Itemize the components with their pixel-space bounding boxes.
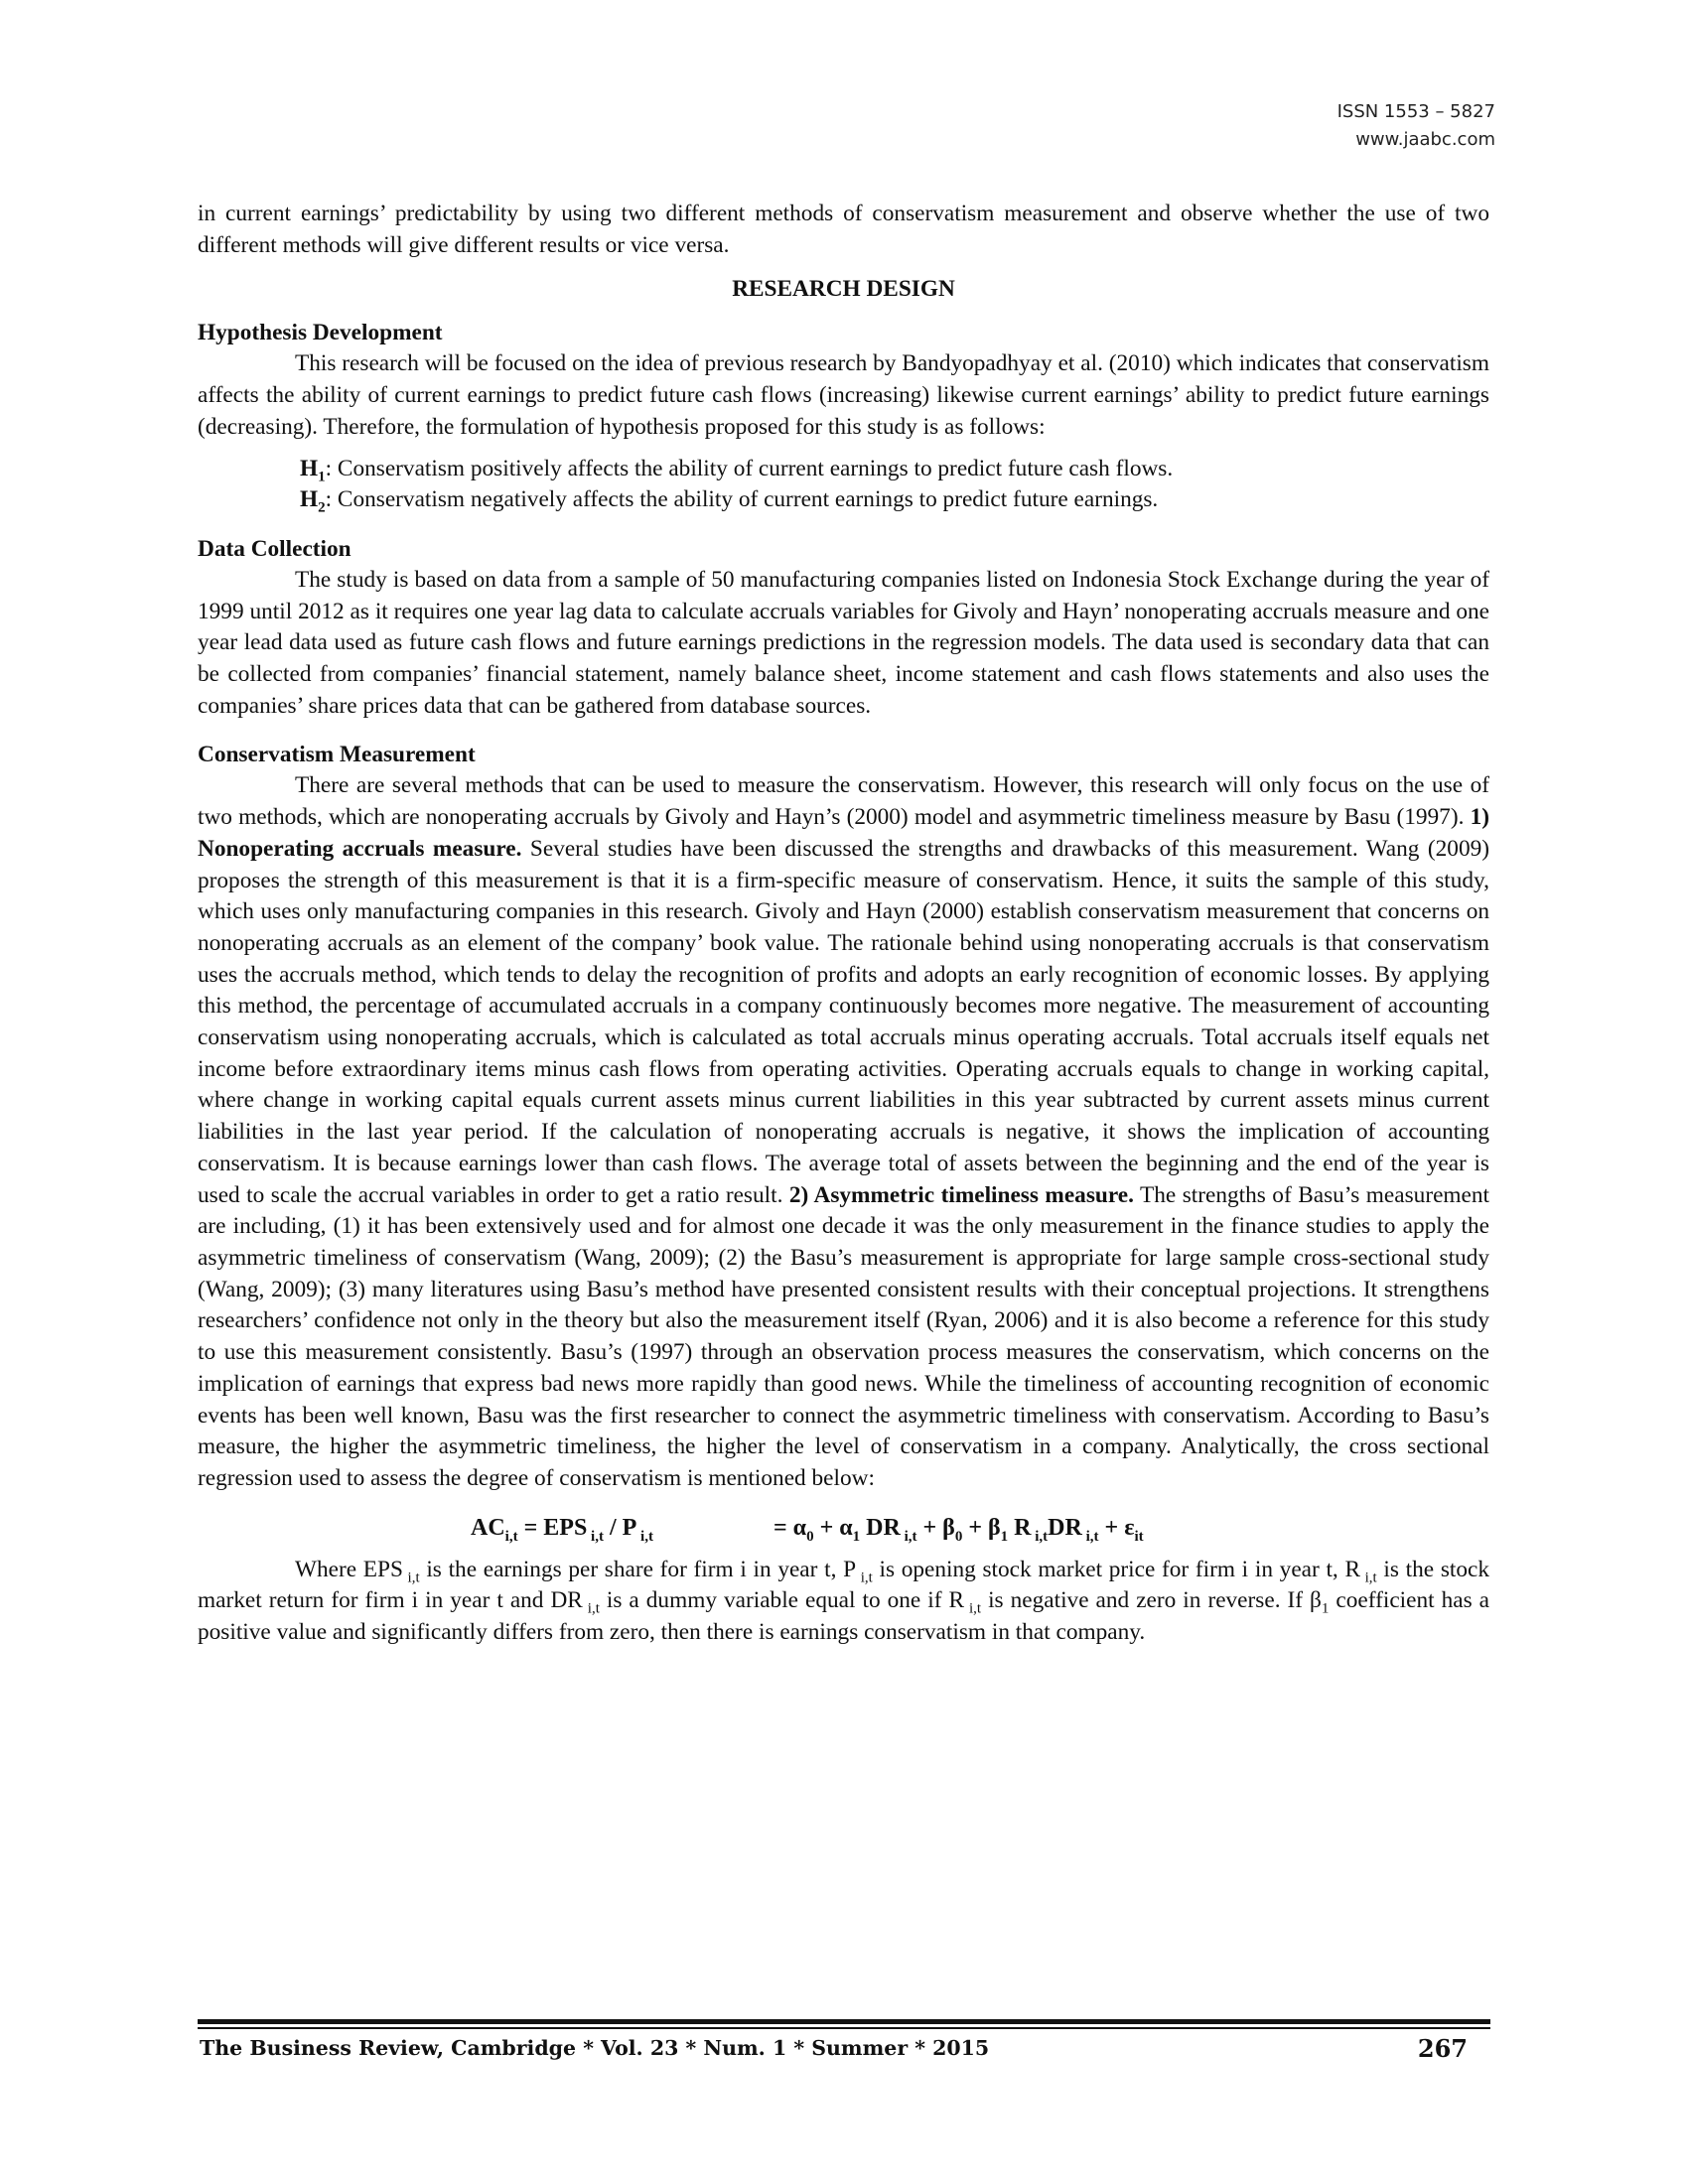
conservatism-text-3: The strengths of Basu’s measurement are including, (1) it has been extensively used and for almost one decade it was the only measurement in the finance studies to apply the asymmetric timeliness of conservatism (Wang, 2009); (2) the Basu’s measurement is appropriate for large sample cross-sectional study (Wang, 2009); (3) many literatures using Basu’s method have presented consistent results with their conceptual projections. It strengthens researchers’ confidence not only in the theory but also the measurement itself (Ryan, 2006) and it is also become a reference for this study to use this measurement consistently. Basu’s (1997) through an observation process measures the conservatism, which concerns on the implication of earnings that express bad news more rapidly than good news. While the timeliness of accounting recognition of economic events has been well known, Basu was the first researcher to connect the asymmetric timeliness with conservatism. According to Basu’s measure, the higher the asymmetric timeliness, the higher the level of conservatism in a company. Analytically, the cross sectional regression used to assess the degree of conservatism is mentioned below: [198, 1181, 1489, 1491]
equation-rhs: = $\alpha_0 + \alpha_1$ DR $_{i,t} + \beta_0 + \beta_1$ R $_{i,t}$DR $_{i,t} + \varepsilon_{it}$ [774, 1514, 1144, 1545]
h2-label: H [300, 486, 319, 513]
h1-subscript: 1 [318, 469, 326, 485]
conservatism-paragraph [198, 770, 1489, 1494]
basu-equation [198, 1511, 1489, 1545]
equation-definitions-paragraph: Where EPS $_{i,t}$ is the earnings per share for firm i in year t, P $_{i,t}$ is opening stock market price for firm i in year t, R $_{i,t}$ is the stock market return for firm i in year t and DR $_{i,t}$ is a dummy variable equal to one if R $_{i,t}$ is negative and zero in reverse. If $\beta_1$ coefficient has a positive value and significantly differs from zero, then there is earnings conservatism in that company. [198, 1556, 1490, 1646]
journal-website: www.jaabc.com [1355, 129, 1495, 150]
journal-issn-header [1337, 98, 1495, 154]
page-number: 267 [1417, 2034, 1468, 2063]
journal-citation-footer: The Business Review, Cambridge * Vol. 23 * Num. 1 * Summer * 2015 [200, 2036, 990, 2060]
hypothesis-list [198, 454, 1489, 516]
conservatism-text-2: Several studies have been discussed the strengths and drawbacks of this measurement. Wang (2009) proposes the strength of this measurement is that it is a firm-specific measure of conservatism. Hence, it suits the sample of this study, which uses only manufacturing companies in this research. Givoly and Hayn (2000) establish conservatism measurement that concerns on nonoperating accruals as an element of the company’ book value. The rationale behind using nonoperating accruals is that conservatism uses the accruals method, which tends to delay the recognition of profits and adopts an early recognition of economic losses. By applying this method, the percentage of accumulated accruals in a company continuously becomes more negative. The measurement of accounting conservatism using nonoperating accruals, which is calculated as total accruals minus operating accruals. Total accruals itself equals net income before extraordinary items minus cash flows from operating activities. Operating accruals equals to change in working capital, where change in working capital equals current assets minus current liabilities in this year subtracted by current assets minus current liabilities in the last year period. If the calculation of nonoperating accruals is negative, it shows the implication of accounting conservatism. It is because earnings lower than cash flows. The average total of assets between the beginning and the end of the year is used to scale the accrual variables in order to get a ratio result. [198, 835, 1490, 1208]
hypothesis-heading: Hypothesis Development [198, 320, 443, 346]
h1-label: H [300, 455, 319, 481]
footer-rule-thin [198, 2027, 1490, 2029]
conservatism-heading: Conservatism Measurement [198, 742, 476, 768]
h2-text: : Conservatism negatively affects the ability of current earnings to predict future earnings. [325, 486, 1159, 513]
nonoperating-accruals-label: 1) Nonoperating accruals measure. [198, 804, 1489, 862]
section-title: RESEARCH DESIGN [732, 276, 955, 303]
intro-paragraph: in current earnings’ predictability by using two different methods of conservatism measurement and observe whether the use of two different methods will give different results or vice versa. [198, 201, 1489, 258]
conservatism-text-1: There are several methods that can be used to measure the conservatism. However, this research will only focus on the use of two methods, which are nonoperating accruals by Givoly and Hayn’s (2000) model and asymmetric timeliness measure by Basu (1997). [198, 772, 1489, 831]
h1-text: : Conservatism positively affects the ability of current earnings to predict future cash flows. [325, 455, 1174, 481]
h2-subscript: 2 [318, 499, 326, 516]
data-collection-heading: Data Collection [198, 535, 352, 562]
hypothesis-paragraph: This research will be focused on the idea of previous research by Bandyopadhyay et al. (2010) which indicates that conservatism affects the ability of current earnings to predict future cash flows (increasing) likewise current earnings’ ability to predict future earnings (decreasing). Therefore, the formulation of hypothesis proposed for this study is as follows: [198, 350, 1489, 440]
data-collection-paragraph: The study is based on data from a sample of 50 manufacturing companies listed on Indonesia Stock Exchange during the year of 1999 until 2012 as it requires one year lag data to calculate accruals variables for Givoly and Hayn’ nonoperating accruals measure and one year lead data used as future cash flows and future earnings predictions in the regression models. The data used is secondary data that can be collected from companies’ financial statement, namely balance sheet, income statement and cash flows statements and also uses the companies’ share prices data that can be gathered from database sources. [198, 566, 1489, 719]
issn-number: ISSN 1553 – 5827 [1336, 101, 1495, 122]
asymmetric-timeliness-label: 2) Asymmetric timeliness measure. [788, 1181, 1134, 1208]
footer-rule-thick [198, 2019, 1490, 2024]
equation-lhs: $AC_{i,t}$ = EPS $_{i,t}$ / P $_{i,t}$ [471, 1514, 653, 1545]
hypothesis-2 [300, 484, 1489, 516]
hypothesis-1 [300, 454, 1489, 485]
page-body [198, 199, 1489, 1649]
